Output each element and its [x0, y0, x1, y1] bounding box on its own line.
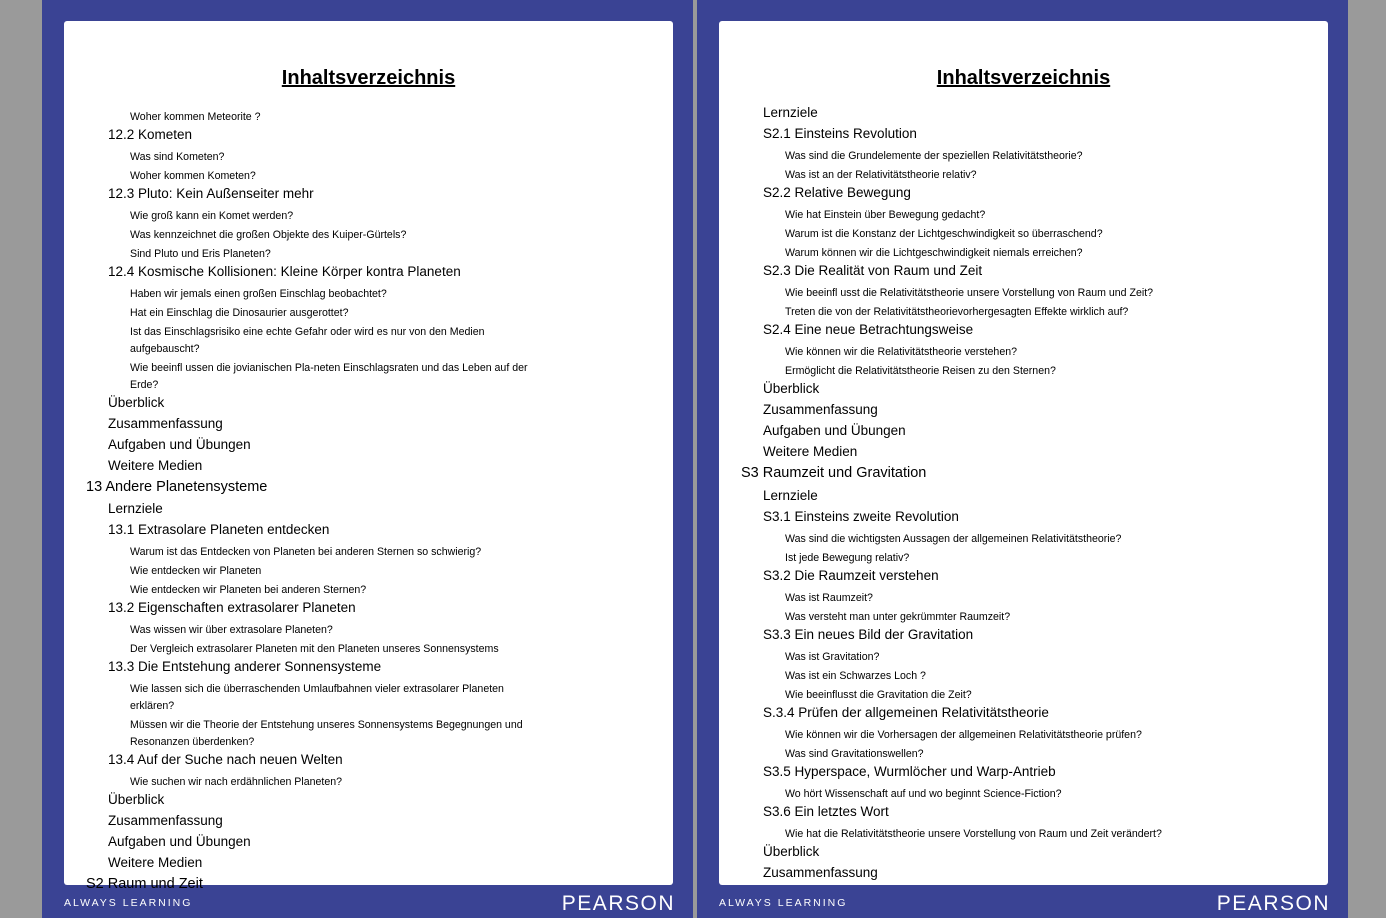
toc-entry-level2[interactable]: Zusammenfassung: [108, 813, 223, 828]
toc-entry-level2[interactable]: Zusammenfassung: [763, 865, 878, 880]
toc-entry-level3[interactable]: Wie beeinflusst die Gravitation die Zeit?: [785, 689, 972, 701]
toc-entry-level2[interactable]: Überblick: [108, 395, 165, 410]
toc-entry-level2[interactable]: Weitere Medien: [108, 855, 203, 870]
toc-entry-level3[interactable]: Wie hat Einstein über Bewegung gedacht?: [785, 209, 986, 221]
page-title: Inhaltsverzeichnis: [936, 67, 1111, 89]
toc-entry-level2[interactable]: S2.1 Einsteins Revolution: [763, 126, 917, 141]
toc-entry-level2[interactable]: S3.5 Hyperspace, Wurmlöcher und Warp-Antrieb: [763, 764, 1056, 779]
toc-entry-level3[interactable]: Ist jede Bewegung relativ?: [785, 552, 910, 564]
toc-entry-level3[interactable]: Müssen wir die Theorie der Entstehung unseres Sonnensystems Begegnungen und Resonanzen überdenken?: [130, 719, 523, 748]
toc-entry-level2[interactable]: Aufgaben und Übungen: [763, 423, 906, 438]
footer-tagline: ALWAYS LEARNING: [64, 897, 193, 909]
toc-entry-level2[interactable]: 12.4 Kosmische Kollisionen: Kleine Körper kontra Planeten: [108, 264, 461, 279]
toc-entry-level2[interactable]: S3.2 Die Raumzeit verstehen: [763, 568, 939, 583]
toc-entry-level2[interactable]: Zusammenfassung: [108, 416, 223, 431]
toc-entry-level2[interactable]: 13.4 Auf der Suche nach neuen Welten: [108, 752, 343, 767]
toc-entry-level3[interactable]: Der Vergleich extrasolarer Planeten mit den Planeten unseres Sonnensystems: [130, 643, 499, 655]
toc-entry-level3[interactable]: Hat ein Einschlag die Dinosaurier ausgerottet?: [130, 307, 349, 319]
toc-entry-level2[interactable]: S2.3 Die Realität von Raum und Zeit: [763, 263, 983, 278]
page-sheet: [719, 21, 1328, 885]
toc-entry-level3[interactable]: Was ist an der Relativitätstheorie relativ?: [785, 169, 977, 181]
toc-entry-level3[interactable]: Was versteht man unter gekrümmter Raumzeit?: [785, 611, 1011, 623]
toc-entry-level2[interactable]: Aufgaben und Übungen: [108, 834, 251, 849]
toc-entry-level3[interactable]: Wie beeinfl usst die Relativitätstheorie unsere Vorstellung von Raum und Zeit?: [785, 287, 1154, 299]
publisher-logo: PEARSON: [561, 892, 675, 915]
page-left: [42, 0, 693, 918]
toc-entry-level2[interactable]: 13.2 Eigenschaften extrasolarer Planeten: [108, 600, 356, 615]
toc-entry-level3[interactable]: Was sind Gravitationswellen?: [785, 748, 924, 760]
toc-entry-level3[interactable]: Haben wir jemals einen großen Einschlag beobachtet?: [130, 288, 387, 300]
toc-entry-level3[interactable]: Ermöglicht die Relativitätstheorie Reisen zu den Sternen?: [785, 365, 1056, 377]
toc-entry-level3[interactable]: Wie entdecken wir Planeten: [130, 565, 262, 577]
toc-entry-level3[interactable]: Wie können wir die Relativitätstheorie verstehen?: [785, 346, 1018, 358]
toc-entry-level2[interactable]: S2.4 Eine neue Betrachtungsweise: [763, 322, 974, 337]
toc-entry-level3[interactable]: Wie groß kann ein Komet werden?: [130, 210, 294, 222]
toc-entry-level3[interactable]: Was ist ein Schwarzes Loch ?: [785, 670, 926, 682]
toc-entry-level1[interactable]: S2 Raum und Zeit: [86, 876, 203, 892]
toc-entry-level3[interactable]: Sind Pluto und Eris Planeten?: [130, 248, 271, 260]
toc-entry-level2[interactable]: Lernziele: [763, 488, 818, 503]
toc-entry-level2[interactable]: Zusammenfassung: [763, 402, 878, 417]
toc-entry-level3[interactable]: Warum ist die Konstanz der Lichtgeschwindigkeit so überraschend?: [785, 228, 1103, 240]
toc-entry-level3[interactable]: Wie lassen sich die überraschenden Umlaufbahnen vieler extrasolarer Planeten erklären?: [130, 683, 504, 712]
toc-entry-level2[interactable]: 12.3 Pluto: Kein Außenseiter mehr: [108, 186, 314, 201]
footer-tagline: ALWAYS LEARNING: [719, 897, 848, 909]
toc-entry-level3[interactable]: Was kennzeichnet die großen Objekte des Kuiper-Gürtels?: [130, 229, 407, 241]
toc-entry-level2[interactable]: Lernziele: [108, 501, 163, 516]
toc-entry-level3[interactable]: Wie entdecken wir Planeten bei anderen Sternen?: [130, 584, 367, 596]
toc-entry-level2[interactable]: S2.2 Relative Bewegung: [763, 185, 911, 200]
toc-entry-level2[interactable]: S3.6 Ein letztes Wort: [763, 804, 889, 819]
toc-entry-level2[interactable]: S3.3 Ein neues Bild der Gravitation: [763, 627, 974, 642]
toc-entry-level2[interactable]: Weitere Medien: [108, 458, 203, 473]
toc-entry-level3[interactable]: Was sind Kometen?: [130, 151, 225, 163]
toc-entry-level1[interactable]: S3 Raumzeit und Gravitation: [741, 465, 927, 481]
toc-entry-level2[interactable]: S3.1 Einsteins zweite Revolution: [763, 509, 959, 524]
toc-entry-level3[interactable]: Treten die von der Relativitätstheorievorhergesagten Effekte wirklich auf?: [785, 306, 1129, 318]
toc-entry-level2[interactable]: Aufgaben und Übungen: [108, 437, 251, 452]
toc-entry-level3[interactable]: Warum ist das Entdecken von Planeten bei anderen Sternen so schwierig?: [130, 546, 482, 558]
toc-entry-level3[interactable]: Was sind die Grundelemente der speziellen Relativitätstheorie?: [785, 150, 1083, 162]
toc-entry-level2[interactable]: 12.2 Kometen: [108, 127, 193, 142]
toc-entry-level3[interactable]: Wie hat die Relativitätstheorie unsere Vorstellung von Raum und Zeit verändert?: [785, 828, 1162, 840]
toc-entry-level1[interactable]: 13 Andere Planetensysteme: [86, 479, 268, 495]
toc-entry-level3[interactable]: Wie können wir die Vorhersagen der allgemeinen Relativitätstheorie prüfen?: [785, 729, 1142, 741]
toc-entry-level3[interactable]: Woher kommen Meteorite ?: [130, 111, 261, 123]
toc-entry-level2[interactable]: Überblick: [763, 844, 820, 859]
toc-entry-level3[interactable]: Was sind die wichtigsten Aussagen der allgemeinen Relativitätstheorie?: [785, 533, 1122, 545]
toc-entry-level3[interactable]: Wie suchen wir nach erdähnlichen Planeten?: [130, 776, 343, 788]
page-sheet: [64, 21, 673, 892]
toc-entry-level3[interactable]: Warum können wir die Lichtgeschwindigkeit niemals erreichen?: [785, 247, 1083, 259]
page-right: [697, 0, 1348, 918]
page-title: Inhaltsverzeichnis: [281, 67, 456, 89]
publisher-logo: PEARSON: [1216, 892, 1330, 915]
toc-entry-level3[interactable]: Wo hört Wissenschaft auf und wo beginnt Science-Fiction?: [785, 788, 1062, 800]
toc-entry-level3[interactable]: Was ist Gravitation?: [785, 651, 880, 663]
toc-entry-level2[interactable]: Lernziele: [763, 105, 818, 120]
toc-entry-level2[interactable]: 13.3 Die Entstehung anderer Sonnensysteme: [108, 659, 382, 674]
toc-entry-level3[interactable]: Was wissen wir über extrasolare Planeten?: [130, 624, 333, 636]
toc-entry-level3[interactable]: Was ist Raumzeit?: [785, 592, 873, 604]
toc-entry-level2[interactable]: S.3.4 Prüfen der allgemeinen Relativitätstheorie: [763, 705, 1049, 720]
toc-entry-level2[interactable]: Überblick: [108, 792, 165, 807]
toc-entry-level3[interactable]: Woher kommen Kometen?: [130, 170, 256, 182]
toc-entry-level2[interactable]: Überblick: [763, 381, 820, 396]
toc-entry-level3[interactable]: Wie beeinfl ussen die jovianischen Pla-neten Einschlagsraten und das Leben auf der Erde?: [130, 362, 528, 391]
toc-entry-level3[interactable]: Ist das Einschlagsrisiko eine echte Gefahr oder wird es nur von den Medien aufgebauscht?: [130, 326, 485, 355]
toc-entry-level2[interactable]: Weitere Medien: [763, 444, 858, 459]
toc-entry-level2[interactable]: 13.1 Extrasolare Planeten entdecken: [108, 522, 330, 537]
